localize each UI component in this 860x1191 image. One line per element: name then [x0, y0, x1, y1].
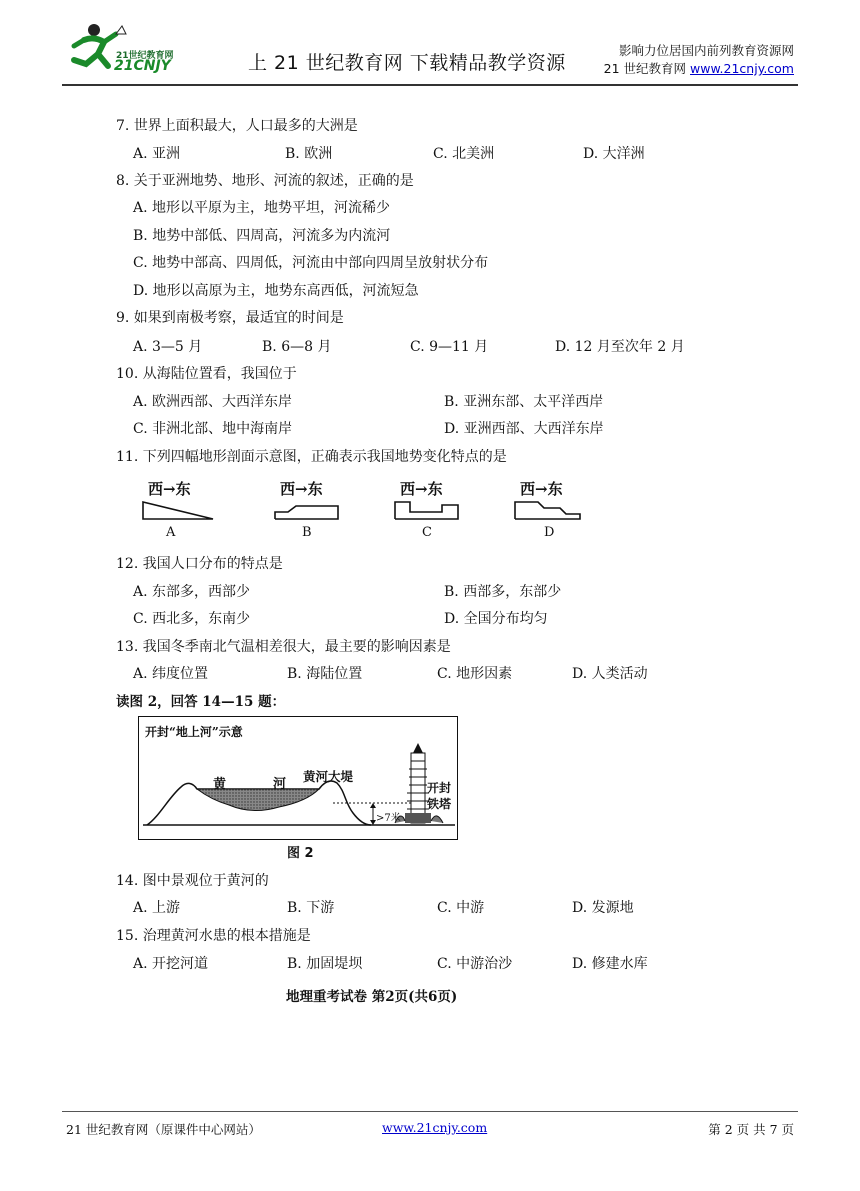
- q12-option-a: A. 东部多，西部少: [133, 584, 251, 600]
- q13-option-b: B. 海陆位置: [287, 666, 363, 682]
- q10-option-d: D. 亚洲西部、大西洋东岸: [444, 421, 604, 437]
- figure-2-instruction: 读图 2，回答 14—15 题：: [116, 694, 286, 710]
- q13-option-a: A. 纬度位置: [133, 666, 209, 682]
- profile-d-letter: D: [544, 525, 555, 540]
- header-right: [604, 42, 794, 78]
- profile-c-arrow: →: [415, 480, 428, 498]
- profile-c: [390, 478, 480, 544]
- question-15-stem: 15. 治理黄河水患的根本措施是: [116, 928, 311, 944]
- q10-option-a: A. 欧洲西部、大西洋东岸: [133, 394, 293, 410]
- q10-option-c: C. 非洲北部、地中海南岸: [133, 421, 293, 437]
- profile-b-arrow: →: [295, 480, 308, 498]
- q8-option-a: A. 地形以平原为主，地势平坦，河流稀少: [133, 200, 391, 216]
- q7-option-a: A. 亚洲: [133, 146, 181, 162]
- q14-option-b: B. 下游: [287, 900, 335, 916]
- profile-d-east: 东: [547, 480, 563, 498]
- profile-c-letter: C: [422, 525, 432, 540]
- q15-option-c: C. 中游治沙: [437, 956, 513, 972]
- profile-a-letter: A: [166, 525, 176, 540]
- q14-option-d: D. 发源地: [572, 900, 634, 916]
- footer-site-name: 21 世纪教育网（原课件中心网站）: [66, 1122, 261, 1137]
- figure-label-huang: 黄: [213, 777, 227, 792]
- q9-option-a: A. 3—5 月: [133, 339, 203, 355]
- profile-d-shape: [510, 500, 590, 522]
- profile-c-shape: [390, 500, 470, 522]
- profile-a-arrow: →: [163, 480, 176, 498]
- profile-a-shape: [138, 500, 218, 522]
- question-11-stem: 11. 下列四幅地形剖面示意图，正确表示我国地势变化特点的是: [116, 449, 507, 465]
- figure-2-frame: [138, 716, 458, 840]
- q9-option-c: C. 9—11 月: [410, 339, 489, 355]
- profile-a-east: 东: [175, 480, 191, 498]
- question-12-stem: 12. 我国人口分布的特点是: [116, 556, 283, 572]
- figure-2-title: 开封“地上河”示意: [145, 725, 243, 739]
- header-site-line: [604, 60, 794, 78]
- logo-en-text: 21CNJY: [114, 58, 171, 74]
- question-13-stem: 13. 我国冬季南北气温相差很大，最主要的影响因素是: [116, 639, 451, 655]
- q12-option-b: B. 西部多，东部少: [444, 584, 562, 600]
- header-title: 上 21 世纪教育网 下载精品教学资源: [248, 52, 566, 74]
- figure-label-kaifeng: 开封: [427, 781, 452, 795]
- q14-option-c: C. 中游: [437, 900, 485, 916]
- figure-2-diagram: [139, 717, 457, 839]
- question-14-stem: 14. 图中景观位于黄河的: [116, 873, 269, 889]
- question-7-stem: 7. 世界上面积最大，人口最多的大洲是: [116, 118, 358, 134]
- q9-option-d: D. 12 月至次年 2 月: [555, 339, 685, 355]
- profile-b-shape: [270, 500, 350, 522]
- profile-b-east: 东: [307, 480, 323, 498]
- profile-a-west: 西: [148, 480, 164, 498]
- figure-label-he: 河: [273, 777, 287, 792]
- q7-option-c: C. 北美洲: [433, 146, 495, 162]
- q8-option-c: C. 地势中部高、四周低，河流由中部向四周呈放射状分布: [133, 255, 489, 271]
- profile-d-west: 西: [520, 480, 536, 498]
- q12-option-d: D. 全国分布均匀: [444, 611, 548, 627]
- profile-c-east: 东: [427, 480, 443, 498]
- q13-option-c: C. 地形因素: [437, 666, 513, 682]
- figure-2-caption: 图 2: [287, 846, 314, 861]
- q14-option-a: A. 上游: [133, 900, 181, 916]
- header-slogan: 影响力位居国内前列教育资源网: [618, 43, 794, 58]
- profile-b: [270, 478, 360, 544]
- figure-label-dike: 黄河大堤: [303, 769, 354, 784]
- q7-option-b: B. 欧洲: [285, 146, 333, 162]
- profile-a: [138, 478, 228, 544]
- site-logo: [64, 20, 194, 82]
- profile-b-letter: B: [302, 525, 312, 540]
- figure-label-tower: 铁塔: [427, 797, 452, 811]
- footer-site-link[interactable]: www.21cnjy.com: [382, 1120, 488, 1135]
- q8-option-d: D. 地形以高原为主，地势东高西低，河流短急: [133, 283, 419, 299]
- question-8-stem: 8. 关于亚洲地势、地形、河流的叙述，正确的是: [116, 173, 414, 189]
- q8-option-b: B. 地势中部低、四周高，河流多为内流河: [133, 228, 391, 244]
- header-site-name: 21 世纪教育网: [603, 61, 691, 76]
- question-10-stem: 10. 从海陆位置看，我国位于: [116, 366, 297, 382]
- profile-d-arrow: →: [535, 480, 548, 498]
- q13-option-d: D. 人类活动: [572, 666, 648, 682]
- q9-option-b: B. 6—8 月: [262, 339, 332, 355]
- logo-cn-text: 21世纪教育网: [116, 51, 174, 61]
- q12-option-c: C. 西北多，东南少: [133, 611, 251, 627]
- figure-label-height: >7米: [376, 813, 401, 824]
- footer-page-number: 第 2 页 共 7 页: [708, 1122, 794, 1137]
- footer-divider: [62, 1111, 798, 1112]
- profile-b-west: 西: [280, 480, 296, 498]
- q15-option-d: D. 修建水库: [572, 956, 648, 972]
- header-site-link[interactable]: www.21cnjy.com: [690, 61, 794, 76]
- q15-option-b: B. 加固堤坝: [287, 956, 363, 972]
- q15-option-a: A. 开挖河道: [133, 956, 209, 972]
- exam-page-footer: 地理重考试卷 第2页(共6页): [286, 989, 458, 1005]
- question-9-stem: 9. 如果到南极考察，最适宜的时间是: [116, 310, 344, 326]
- profile-c-west: 西: [400, 480, 416, 498]
- profile-d: [510, 478, 600, 544]
- q7-option-d: D. 大洋洲: [583, 146, 645, 162]
- header-divider: [62, 84, 798, 86]
- q10-option-b: B. 亚洲东部、太平洋西岸: [444, 394, 604, 410]
